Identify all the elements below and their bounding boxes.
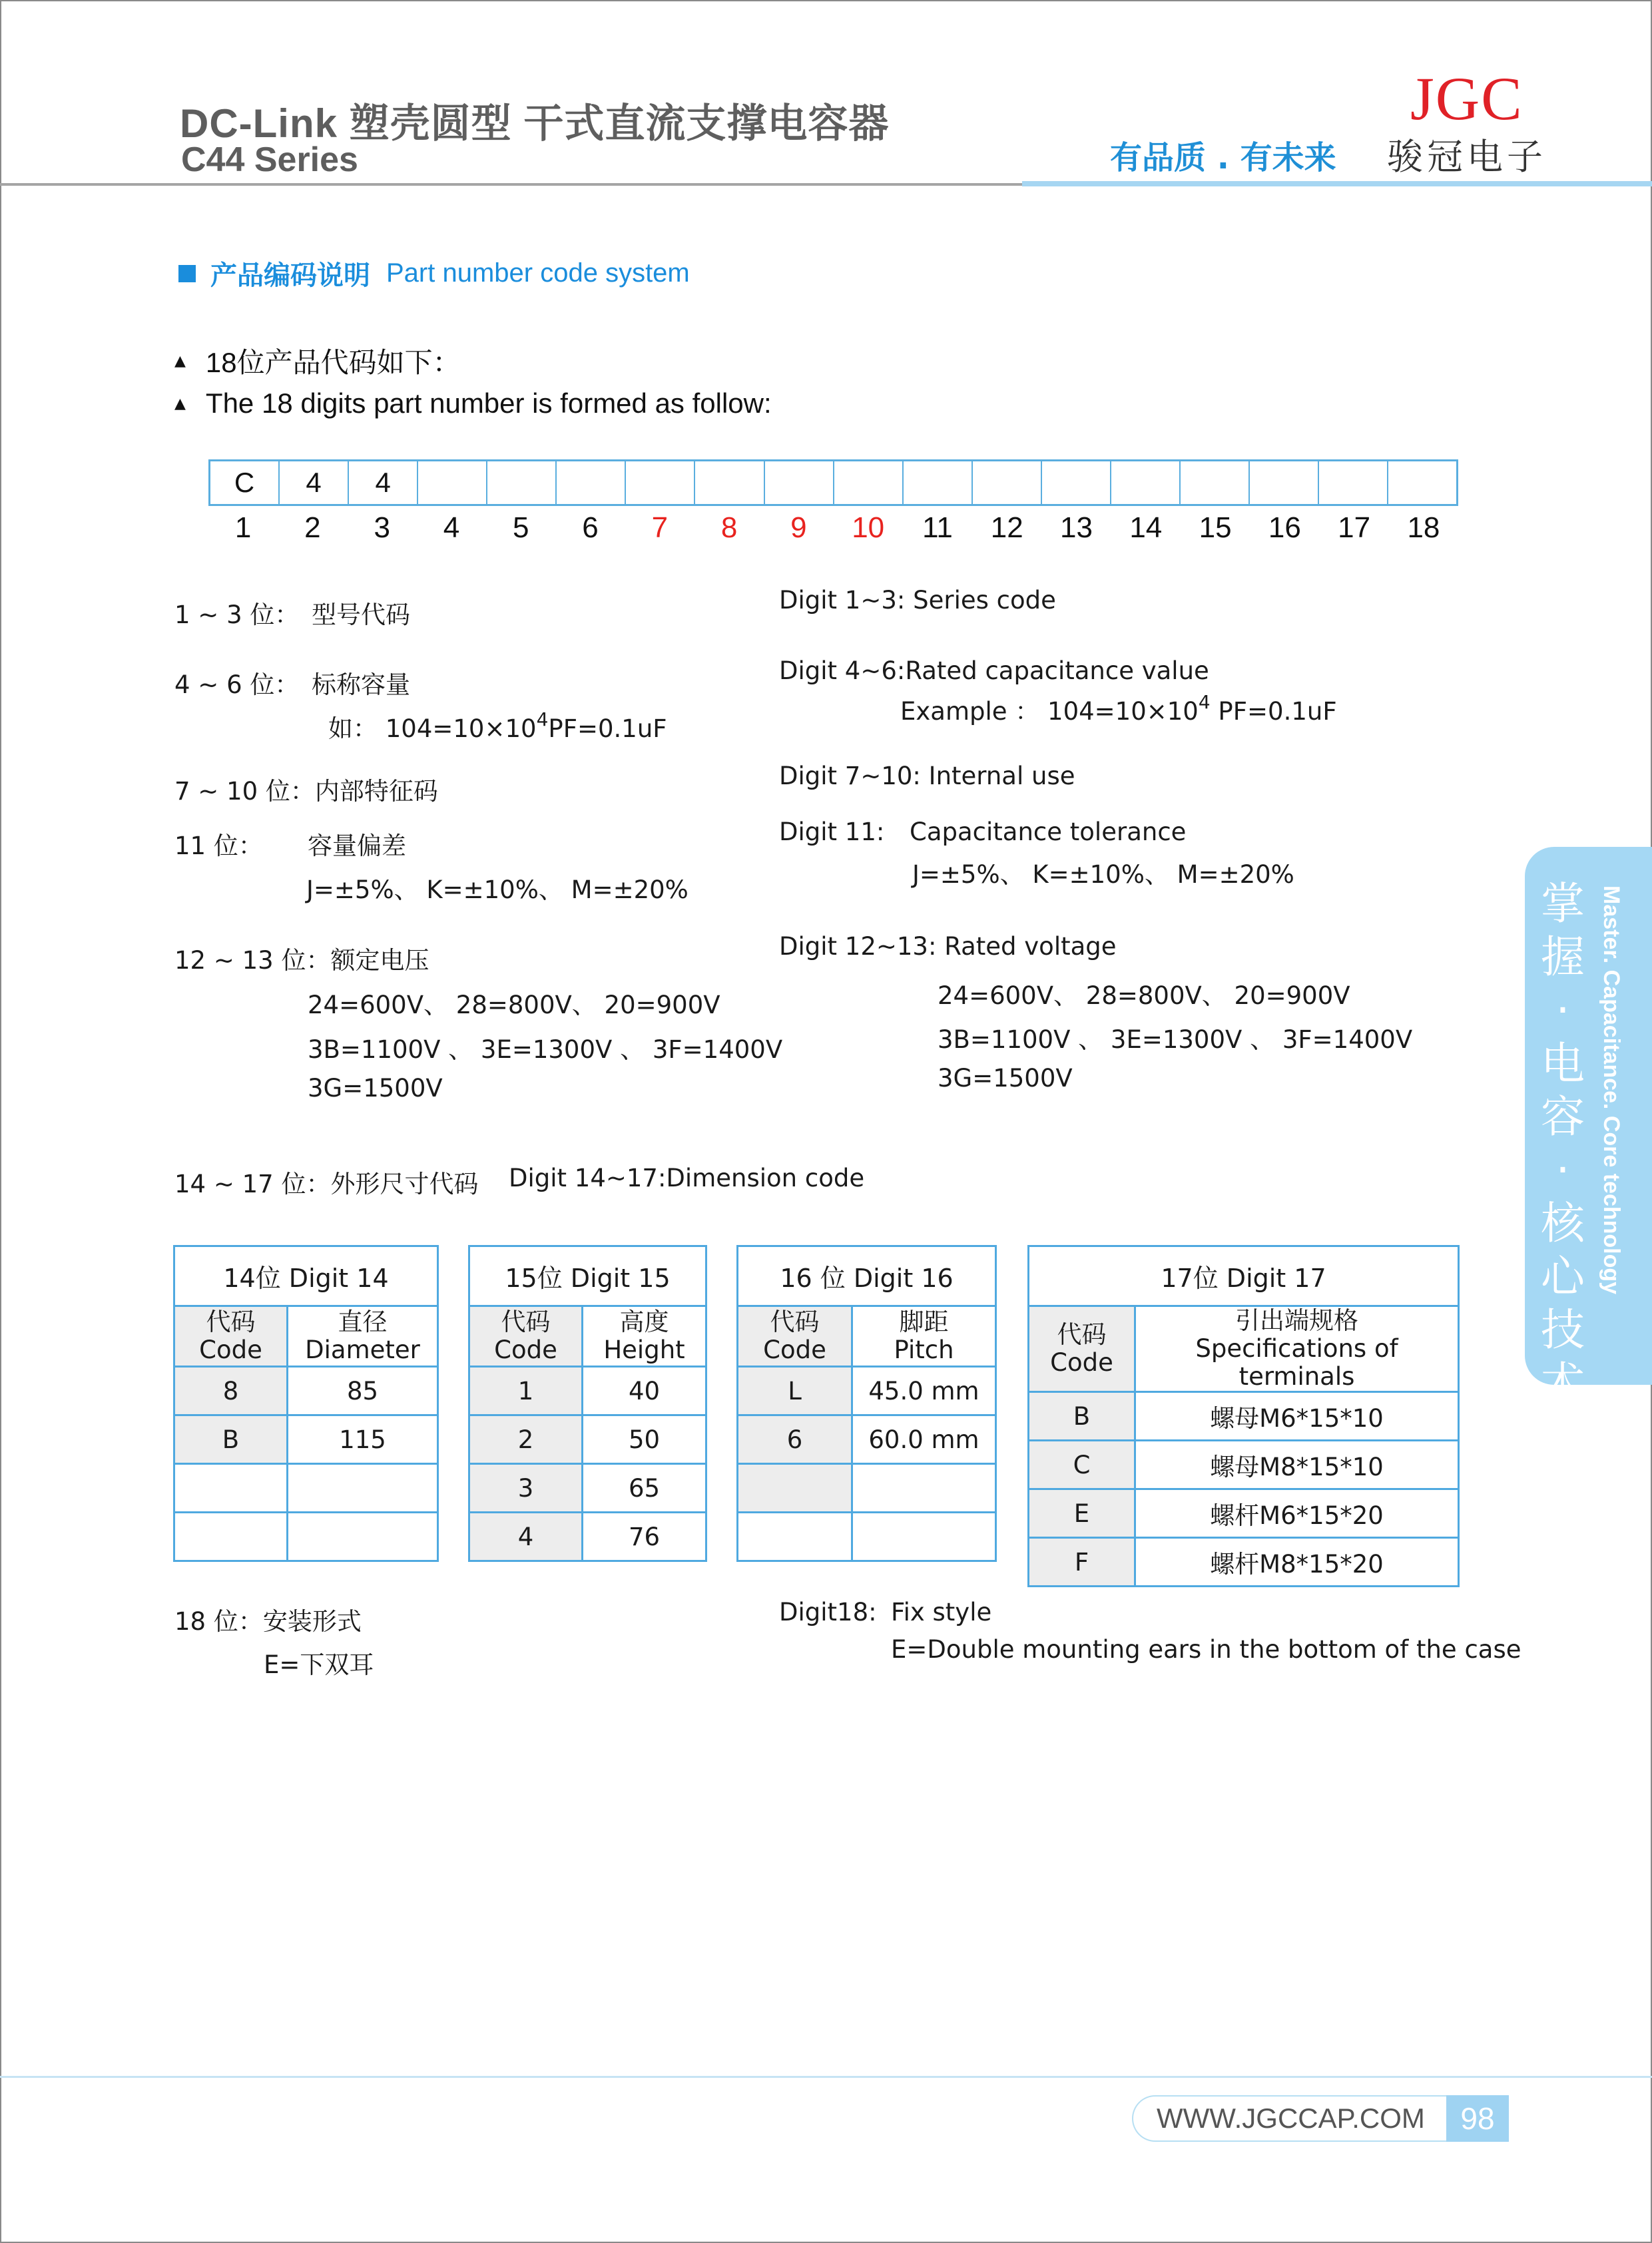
en-digit-18-desc: Fix style bbox=[891, 1598, 992, 1626]
digit-position-number: 17 bbox=[1338, 511, 1371, 544]
cn-digit-11-label: 11 位： bbox=[174, 832, 263, 860]
table-row bbox=[469, 1367, 706, 1415]
digit-14-table bbox=[173, 1245, 439, 1562]
en-digit-1-3: Digit 1~3: Series code bbox=[779, 586, 1056, 615]
digit-position-number: 5 bbox=[513, 511, 529, 544]
header-en: Height bbox=[603, 1336, 685, 1364]
digit-position-number: 9 bbox=[790, 511, 807, 544]
value-cell bbox=[288, 1464, 438, 1513]
value-cell: 115 bbox=[288, 1415, 438, 1464]
example-exponent: 4 bbox=[536, 708, 549, 730]
cn-digit-11-values: J=±5%、 K=±10%、 M=±20% bbox=[306, 875, 688, 904]
digit-position-number: 6 bbox=[582, 511, 599, 544]
table-row bbox=[469, 1513, 706, 1561]
table-row bbox=[1029, 1489, 1459, 1538]
digit-box bbox=[1250, 461, 1319, 504]
digit-position-number: 14 bbox=[1129, 511, 1163, 544]
header-cn: 代码 bbox=[206, 1308, 256, 1336]
value-cell: 40 bbox=[583, 1367, 706, 1415]
brand-logo: JGC bbox=[1410, 65, 1523, 132]
value-cell bbox=[288, 1513, 438, 1561]
header-divider-blue bbox=[1022, 181, 1652, 186]
en-digit-12-13: Digit 12~13: Rated voltage bbox=[779, 932, 1117, 961]
en-digit-11-desc: Capacitance tolerance bbox=[910, 818, 1187, 846]
footer-divider bbox=[0, 2076, 1652, 2078]
table-title: 17位 Digit 17 bbox=[1029, 1246, 1459, 1306]
value-header bbox=[583, 1306, 706, 1367]
code-cell: 3 bbox=[469, 1464, 583, 1513]
value-header bbox=[852, 1306, 996, 1367]
value-cell bbox=[852, 1464, 996, 1513]
header-cn: 代码 bbox=[1057, 1320, 1107, 1349]
table-row bbox=[469, 1415, 706, 1464]
code-header bbox=[738, 1306, 852, 1367]
en-digit-18-value: E=Double mounting ears in the bottom of the case bbox=[891, 1635, 1521, 1664]
cn-digit-4-6-label: 4 ~ 6 位： bbox=[174, 670, 300, 699]
en-digit-18-label: Digit18: bbox=[779, 1598, 877, 1626]
digit-position-number: 18 bbox=[1407, 511, 1440, 544]
digit-position-number: 15 bbox=[1199, 511, 1232, 544]
cn-digit-7-10: 7 ~ 10 位：内部特征码 bbox=[174, 777, 438, 806]
digit-position-number: 11 bbox=[922, 511, 953, 544]
digit-box: 4 bbox=[349, 461, 418, 504]
digit-position-number: 8 bbox=[720, 511, 738, 544]
code-cell: 6 bbox=[738, 1415, 852, 1464]
header-en: Code bbox=[199, 1336, 262, 1364]
table-row bbox=[1029, 1538, 1459, 1587]
header-en: Pitch bbox=[894, 1336, 954, 1364]
digit-position-number: 10 bbox=[852, 511, 885, 544]
cn-digit-1-3-label: 1 ~ 3 位： bbox=[174, 601, 300, 629]
digit-box bbox=[487, 461, 557, 504]
cn-voltage-line: 3G=1500V bbox=[308, 1074, 443, 1103]
en-digit-4-6-example bbox=[900, 691, 1337, 727]
example-result: PF=0.1uF bbox=[1210, 697, 1337, 726]
value-cell: 60.0 mm bbox=[852, 1415, 996, 1464]
bullet-item bbox=[174, 341, 461, 381]
header-en: Diameter bbox=[305, 1336, 420, 1364]
cn-voltage-line: 3B=1100V 、 3E=1300V 、 3F=1400V bbox=[308, 1035, 783, 1064]
digit-box bbox=[904, 461, 973, 504]
cn-voltage-line: 24=600V、 28=800V、 20=900V bbox=[308, 991, 720, 1019]
company-name: 骏冠电子 bbox=[1387, 136, 1547, 178]
en-digit-11-label: Digit 11: bbox=[779, 818, 885, 846]
en-digit-11-values: J=±5%、 K=±10%、 M=±20% bbox=[912, 860, 1294, 889]
value-cell: 76 bbox=[583, 1513, 706, 1561]
triangle-bullet-icon: ▲ bbox=[174, 395, 186, 412]
digit-box bbox=[1042, 461, 1111, 504]
table-title: 14位 Digit 14 bbox=[174, 1246, 438, 1306]
section-title-en: Part number code system bbox=[386, 258, 690, 288]
header-en: Specifications of terminals bbox=[1195, 1334, 1398, 1391]
table-row bbox=[174, 1367, 438, 1415]
section-heading bbox=[178, 254, 690, 292]
series-subtitle: C44 Series bbox=[181, 140, 358, 179]
table-row bbox=[738, 1415, 996, 1464]
digit-position-number: 13 bbox=[1060, 511, 1093, 544]
code-header bbox=[1029, 1306, 1135, 1392]
table-row bbox=[1029, 1441, 1459, 1489]
cn-digit-4-6-desc: 标称容量 bbox=[312, 670, 410, 699]
digit-box: 4 bbox=[280, 461, 349, 504]
header-cn: 代码 bbox=[501, 1308, 551, 1336]
header-cn: 直径 bbox=[338, 1308, 388, 1336]
code-cell: C bbox=[1029, 1441, 1135, 1489]
digit-box bbox=[557, 461, 626, 504]
example-result: PF=0.1uF bbox=[548, 714, 667, 743]
code-cell: B bbox=[174, 1415, 288, 1464]
table-title: 16 位 Digit 16 bbox=[738, 1246, 996, 1306]
cn-digit-18-value: E=下双耳 bbox=[264, 1650, 374, 1679]
en-digit-7-10: Digit 7~10: Internal use bbox=[779, 762, 1075, 790]
example-text: Example ： 104=10×10 bbox=[900, 697, 1199, 726]
header-cn: 代码 bbox=[770, 1308, 820, 1336]
value-cell: 螺母M6*15*10 bbox=[1135, 1392, 1459, 1441]
section-square-icon bbox=[178, 265, 196, 282]
digit-box bbox=[1111, 461, 1181, 504]
part-number-boxes bbox=[208, 459, 1458, 506]
code-cell: 4 bbox=[469, 1513, 583, 1561]
header-en: Code bbox=[763, 1336, 826, 1364]
digit-box: C bbox=[210, 461, 280, 504]
code-cell bbox=[174, 1513, 288, 1561]
header-en: Code bbox=[1050, 1348, 1113, 1377]
digit-position-number: 3 bbox=[374, 511, 390, 544]
value-cell: 85 bbox=[288, 1367, 438, 1415]
code-cell: 8 bbox=[174, 1367, 288, 1415]
table-row bbox=[174, 1513, 438, 1561]
digit-15-table bbox=[468, 1245, 707, 1562]
triangle-bullet-icon: ▲ bbox=[174, 352, 186, 370]
code-cell: 1 bbox=[469, 1367, 583, 1415]
code-cell: E bbox=[1029, 1489, 1135, 1538]
digit-position-number: 1 bbox=[234, 511, 252, 544]
table-row bbox=[738, 1367, 996, 1415]
code-cell bbox=[174, 1464, 288, 1513]
digit-position-number: 7 bbox=[651, 511, 669, 544]
value-cell: 45.0 mm bbox=[852, 1367, 996, 1415]
digit-box bbox=[834, 461, 904, 504]
digit-position-number: 12 bbox=[990, 511, 1023, 544]
cn-digit-1-3-desc: 型号代码 bbox=[312, 601, 410, 629]
value-cell: 螺杆M8*15*20 bbox=[1135, 1538, 1459, 1587]
code-cell: F bbox=[1029, 1538, 1135, 1587]
table-row bbox=[1029, 1392, 1459, 1441]
cn-digit-4-6-example bbox=[328, 708, 667, 744]
code-header bbox=[469, 1306, 583, 1367]
value-header bbox=[1135, 1306, 1459, 1392]
table-row bbox=[738, 1464, 996, 1513]
en-voltage-line: 3G=1500V bbox=[938, 1064, 1073, 1093]
en-voltage-line: 3B=1100V 、 3E=1300V 、 3F=1400V bbox=[938, 1025, 1413, 1054]
value-header bbox=[288, 1306, 438, 1367]
value-cell: 螺杆M6*15*20 bbox=[1135, 1489, 1459, 1538]
table-row bbox=[174, 1464, 438, 1513]
header-en: Code bbox=[494, 1336, 557, 1364]
code-cell: 2 bbox=[469, 1415, 583, 1464]
digit-position-number: 16 bbox=[1268, 511, 1301, 544]
digit-box bbox=[765, 461, 834, 504]
cn-digit-14-17: 14 ~ 17 位：外形尺寸代码 bbox=[174, 1170, 479, 1198]
section-title-cn: 产品编码说明 bbox=[210, 260, 370, 291]
code-cell: B bbox=[1029, 1392, 1135, 1441]
table-row bbox=[174, 1415, 438, 1464]
code-cell bbox=[738, 1464, 852, 1513]
code-cell bbox=[738, 1513, 852, 1561]
header-cn: 高度 bbox=[619, 1308, 669, 1336]
code-cell: L bbox=[738, 1367, 852, 1415]
table-title: 15位 Digit 15 bbox=[469, 1246, 706, 1306]
digit-box bbox=[973, 461, 1042, 504]
code-header bbox=[174, 1306, 288, 1367]
digit-position-number: 4 bbox=[443, 511, 460, 544]
en-voltage-line: 24=600V、 28=800V、 20=900V bbox=[938, 981, 1350, 1010]
side-tab-cn: 掌握·电容·核心技术 bbox=[1541, 878, 1585, 1409]
digit-box bbox=[1388, 461, 1456, 504]
value-cell: 螺母M8*15*10 bbox=[1135, 1441, 1459, 1489]
header-cn: 引出端规格 bbox=[1235, 1306, 1358, 1335]
header-cn: 脚距 bbox=[899, 1308, 949, 1336]
example-text: 如： 104=10×10 bbox=[328, 714, 537, 743]
bullet-item bbox=[174, 387, 772, 419]
cn-digit-11-desc: 容量偏差 bbox=[308, 832, 406, 860]
digit-box bbox=[418, 461, 487, 504]
digit-position-numbers bbox=[208, 511, 1458, 545]
digit-box bbox=[695, 461, 764, 504]
digit-box bbox=[1181, 461, 1250, 504]
cn-digit-12-13: 12 ~ 13 位：额定电压 bbox=[174, 946, 429, 975]
value-cell: 50 bbox=[583, 1415, 706, 1464]
page-number: 98 bbox=[1446, 2095, 1509, 2142]
en-digit-4-6: Digit 4~6:Rated capacitance value bbox=[779, 656, 1209, 685]
side-tab-en: Master. Capacitance. Core technology bbox=[1599, 885, 1624, 1295]
table-row bbox=[469, 1464, 706, 1513]
digit-16-table bbox=[736, 1245, 997, 1562]
footer-website: WWW.JGCCAP.COM bbox=[1132, 2095, 1446, 2142]
table-row bbox=[738, 1513, 996, 1561]
value-cell: 65 bbox=[583, 1464, 706, 1513]
value-cell bbox=[852, 1513, 996, 1561]
digit-17-table bbox=[1027, 1245, 1460, 1587]
digit-position-number: 2 bbox=[304, 511, 321, 544]
header-divider-grey bbox=[0, 183, 1022, 186]
document-title: DC-Link 塑壳圆型 干式直流支撑电容器 bbox=[180, 101, 890, 146]
bullet-text: 18位产品代码如下： bbox=[205, 347, 461, 378]
brand-slogan: 有品质 . 有未来 bbox=[1110, 139, 1336, 176]
digit-box bbox=[1319, 461, 1388, 504]
example-exponent: 4 bbox=[1198, 690, 1211, 713]
digit-box bbox=[626, 461, 695, 504]
cn-digit-18: 18 位：安装形式 bbox=[174, 1607, 362, 1636]
bullet-text: The 18 digits part number is formed as follow: bbox=[205, 387, 772, 419]
en-digit-14-17: Digit 14~17:Dimension code bbox=[509, 1164, 865, 1192]
